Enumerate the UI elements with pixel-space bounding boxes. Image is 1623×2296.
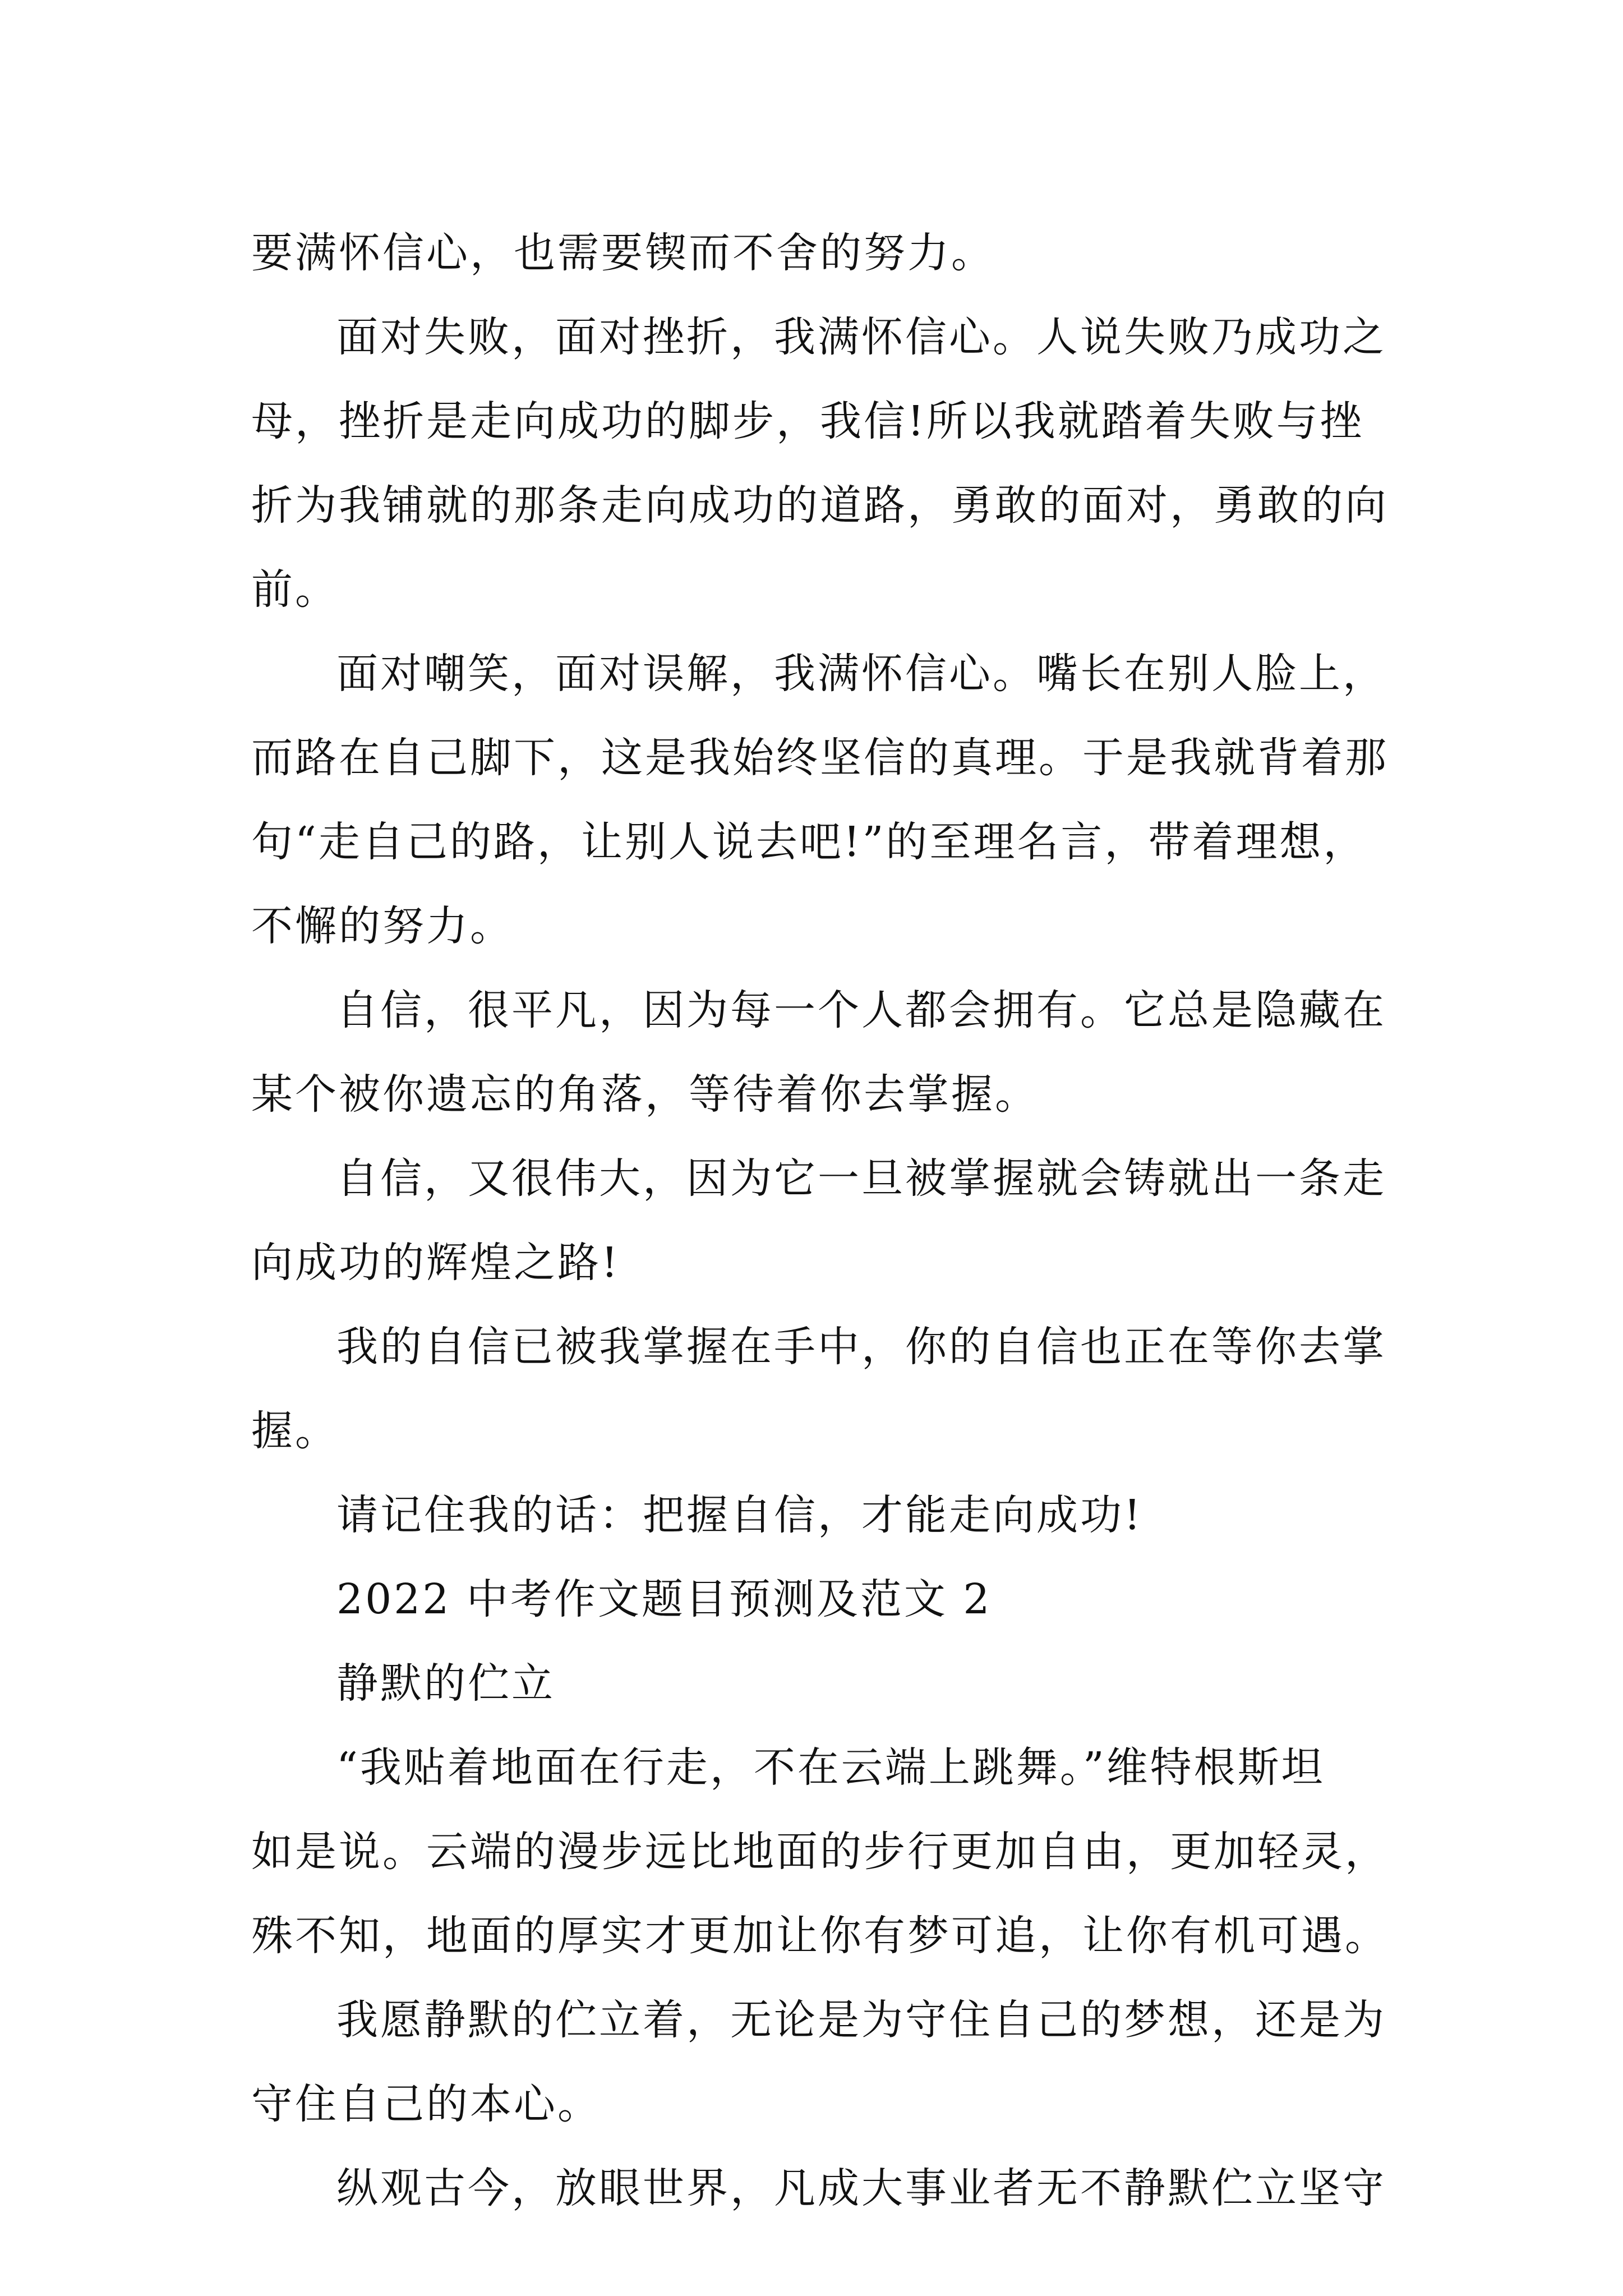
text-line: 自信，又很伟大，因为它一旦被掌握就会铸就出一条走	[336, 1154, 1386, 1203]
text-line: 要满怀信心，也需要锲而不舍的努力。	[251, 229, 995, 277]
text-line: 纵观古今，放眼世界，凡成大事业者无不静默伫立坚守	[336, 2164, 1386, 2212]
text-line: 面对嘲笑，面对误解，我满怀信心。嘴长在别人脸上，	[336, 650, 1386, 698]
text-line: 自信，很平凡，因为每一个人都会拥有。它总是隐藏在	[336, 986, 1386, 1034]
text-line: 如是说。云端的漫步远比地面的步行更加自由，更加轻灵，	[251, 1828, 1389, 1876]
essay-title: 静默的伫立	[336, 1659, 555, 1708]
text-line: 母，挫折是走向成功的脚步，我信!所以我就踏着失败与挫	[251, 397, 1364, 445]
text-line: 前。	[251, 565, 339, 614]
text-line: 面对失败，面对挫折，我满怀信心。人说失败乃成功之	[336, 313, 1386, 361]
text-line: 而路在自己脚下，这是我始终坚信的真理。于是我就背着那	[251, 734, 1389, 782]
text-line: 我愿静默的伫立着，无论是为守住自己的梦想，还是为	[336, 1996, 1386, 2044]
text-line: “我贴着地面在行走，不在云端上跳舞。”维特根斯坦	[336, 1743, 1325, 1792]
text-line: 向成功的辉煌之路!	[251, 1239, 620, 1287]
section-heading: 2022 中考作文题目预测及范文 2	[336, 1575, 992, 1623]
text-line: 请记住我的话：把握自信，才能走向成功!	[336, 1491, 1143, 1539]
text-line: 握。	[251, 1407, 339, 1455]
text-line: 殊不知，地面的厚实才更加让你有梦可追，让你有机可遇。	[251, 1912, 1389, 1960]
text-line: 我的自信已被我掌握在手中，你的自信也正在等你去掌	[336, 1323, 1386, 1371]
text-line: 守住自己的本心。	[251, 2080, 601, 2128]
text-line: 某个被你遗忘的角落，等待着你去掌握。	[251, 1070, 1039, 1119]
text-line: 句“走自己的路，让别人说去吧!”的至理名言，带着理想，	[251, 818, 1367, 866]
text-line: 折为我铺就的那条走向成功的道路，勇敢的面对，勇敢的向	[251, 481, 1389, 530]
text-line: 不懈的努力。	[251, 902, 514, 950]
document-page	[251, 211, 1395, 2230]
